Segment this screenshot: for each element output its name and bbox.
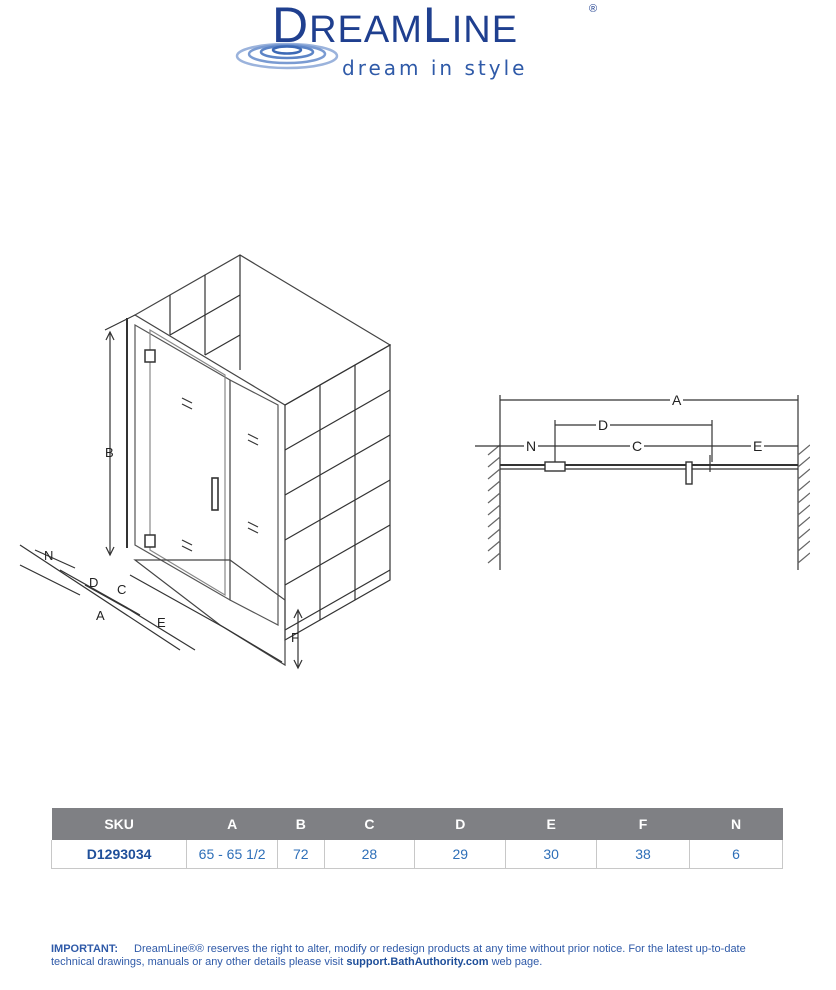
isometric-shower-drawing bbox=[0, 240, 420, 680]
label-b: B bbox=[105, 445, 114, 460]
column-header: E bbox=[506, 808, 597, 840]
column-header: B bbox=[278, 808, 324, 840]
brand-wordmark: DREAMLINE bbox=[272, 0, 519, 53]
column-header: C bbox=[324, 808, 415, 840]
table-cell-sku: D1293034 bbox=[52, 840, 187, 869]
notice-text-end: web page. bbox=[488, 956, 543, 968]
registered-mark: ® bbox=[589, 3, 598, 15]
table-header-row bbox=[52, 808, 783, 840]
label-c-right: C bbox=[632, 438, 643, 454]
label-e-right: E bbox=[753, 438, 763, 454]
label-f: F bbox=[291, 630, 299, 645]
table-cell: 6 bbox=[690, 840, 783, 869]
top-view-drawing bbox=[470, 380, 810, 580]
label-e-left: E bbox=[157, 615, 166, 630]
table-cell: 30 bbox=[506, 840, 597, 869]
column-header: A bbox=[187, 808, 278, 840]
notice-label: IMPORTANT: bbox=[51, 943, 119, 955]
label-a-right: A bbox=[672, 392, 682, 408]
notice-text: DreamLine®® reserves the right to alter, modify or redesign products at any time without prior notice. For the latest up-to-date technical drawings, manuals or any other details please visit bbox=[51, 943, 746, 968]
table-cell: 72 bbox=[278, 840, 324, 869]
column-header: SKU bbox=[52, 808, 187, 840]
label-c-left: C bbox=[117, 582, 127, 597]
table-cell: 28 bbox=[324, 840, 415, 869]
table-cell: 38 bbox=[597, 840, 690, 869]
label-d-right: D bbox=[598, 417, 609, 433]
brand-logo bbox=[232, 0, 612, 82]
support-link[interactable]: support.BathAuthority.com bbox=[346, 956, 489, 968]
table-row bbox=[52, 840, 783, 869]
dimensions-table bbox=[51, 808, 783, 869]
column-header: F bbox=[597, 808, 690, 840]
label-n-right: N bbox=[526, 438, 537, 454]
brand-tagline: dream in style bbox=[342, 56, 528, 80]
table-cell: 65 - 65 1/2 bbox=[187, 840, 278, 869]
table-cell: 29 bbox=[415, 840, 506, 869]
label-d-left: D bbox=[89, 575, 99, 590]
column-header: D bbox=[415, 808, 506, 840]
label-a-left: A bbox=[96, 608, 105, 623]
label-n-left: N bbox=[44, 548, 54, 563]
column-header: N bbox=[690, 808, 783, 840]
important-notice bbox=[51, 943, 791, 969]
